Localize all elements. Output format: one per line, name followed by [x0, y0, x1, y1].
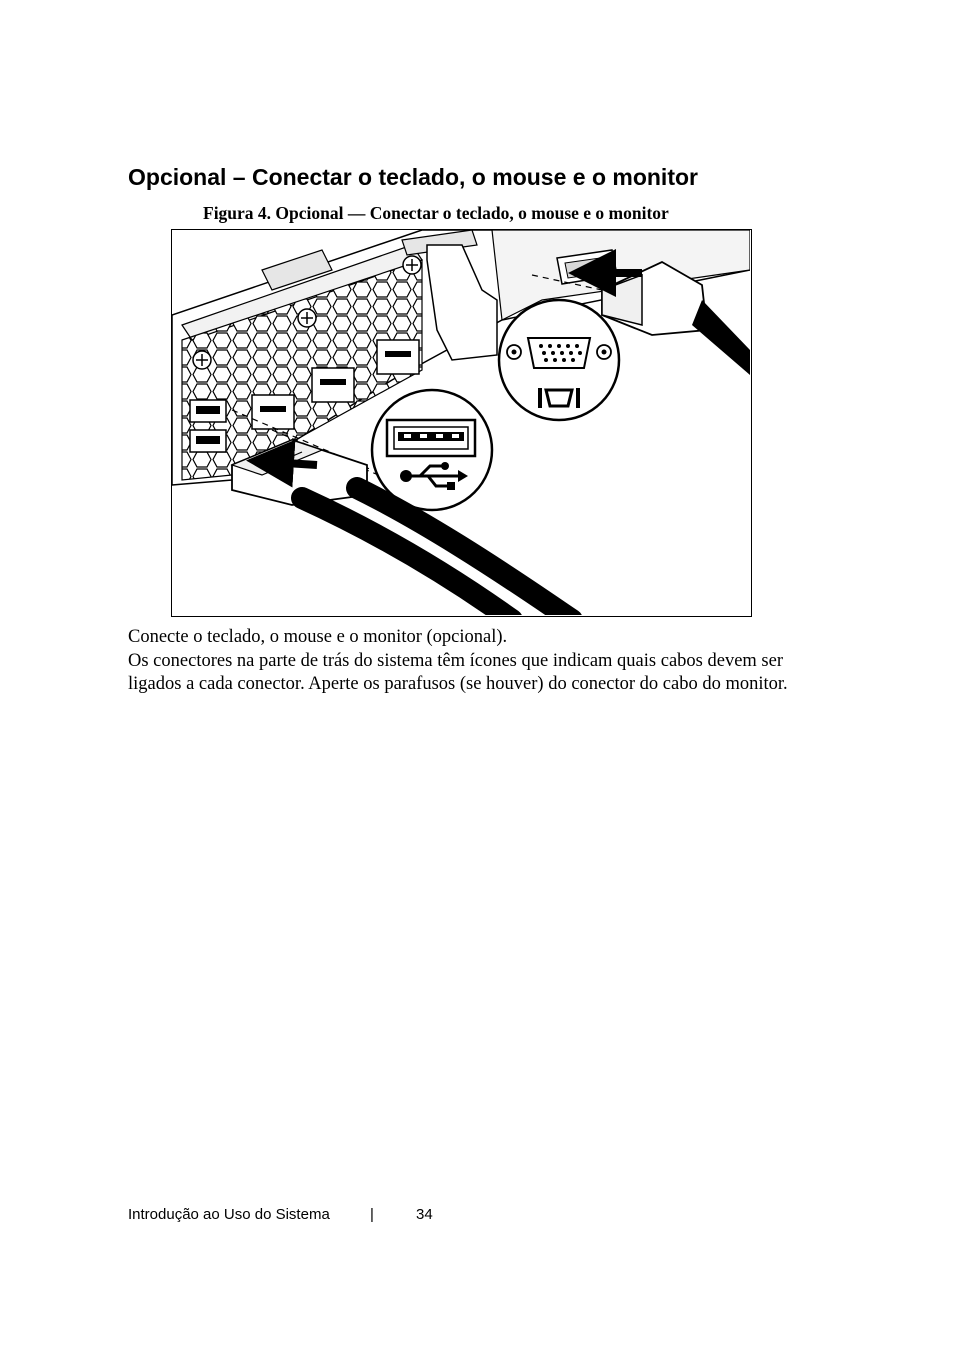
figure-caption: Figura 4. Opcional — Conectar o teclado, o mouse e o monitor — [203, 203, 669, 223]
body-text — [128, 626, 808, 697]
usb-port-icon — [387, 420, 475, 456]
footer-title: Introdução ao Uso do Sistema — [128, 1206, 330, 1223]
vga-callout — [499, 300, 619, 420]
section-heading: Opcional – Conectar o teclado, o mouse e o monitor — [128, 164, 698, 190]
figure-illustration — [171, 229, 752, 617]
instruction-paragraph: Os conectores na parte de trás do sistema têm ícones que indicam quais cabos devem ser ligados a cada conector. Aperte os parafusos (se houver) do conector do cabo do monitor. — [128, 650, 788, 694]
page-number: 34 — [416, 1206, 433, 1223]
usb-callout — [372, 390, 492, 510]
footer-separator: | — [370, 1206, 374, 1223]
instruction-line: Conecte o teclado, o mouse e o monitor (opcional). — [128, 627, 508, 647]
